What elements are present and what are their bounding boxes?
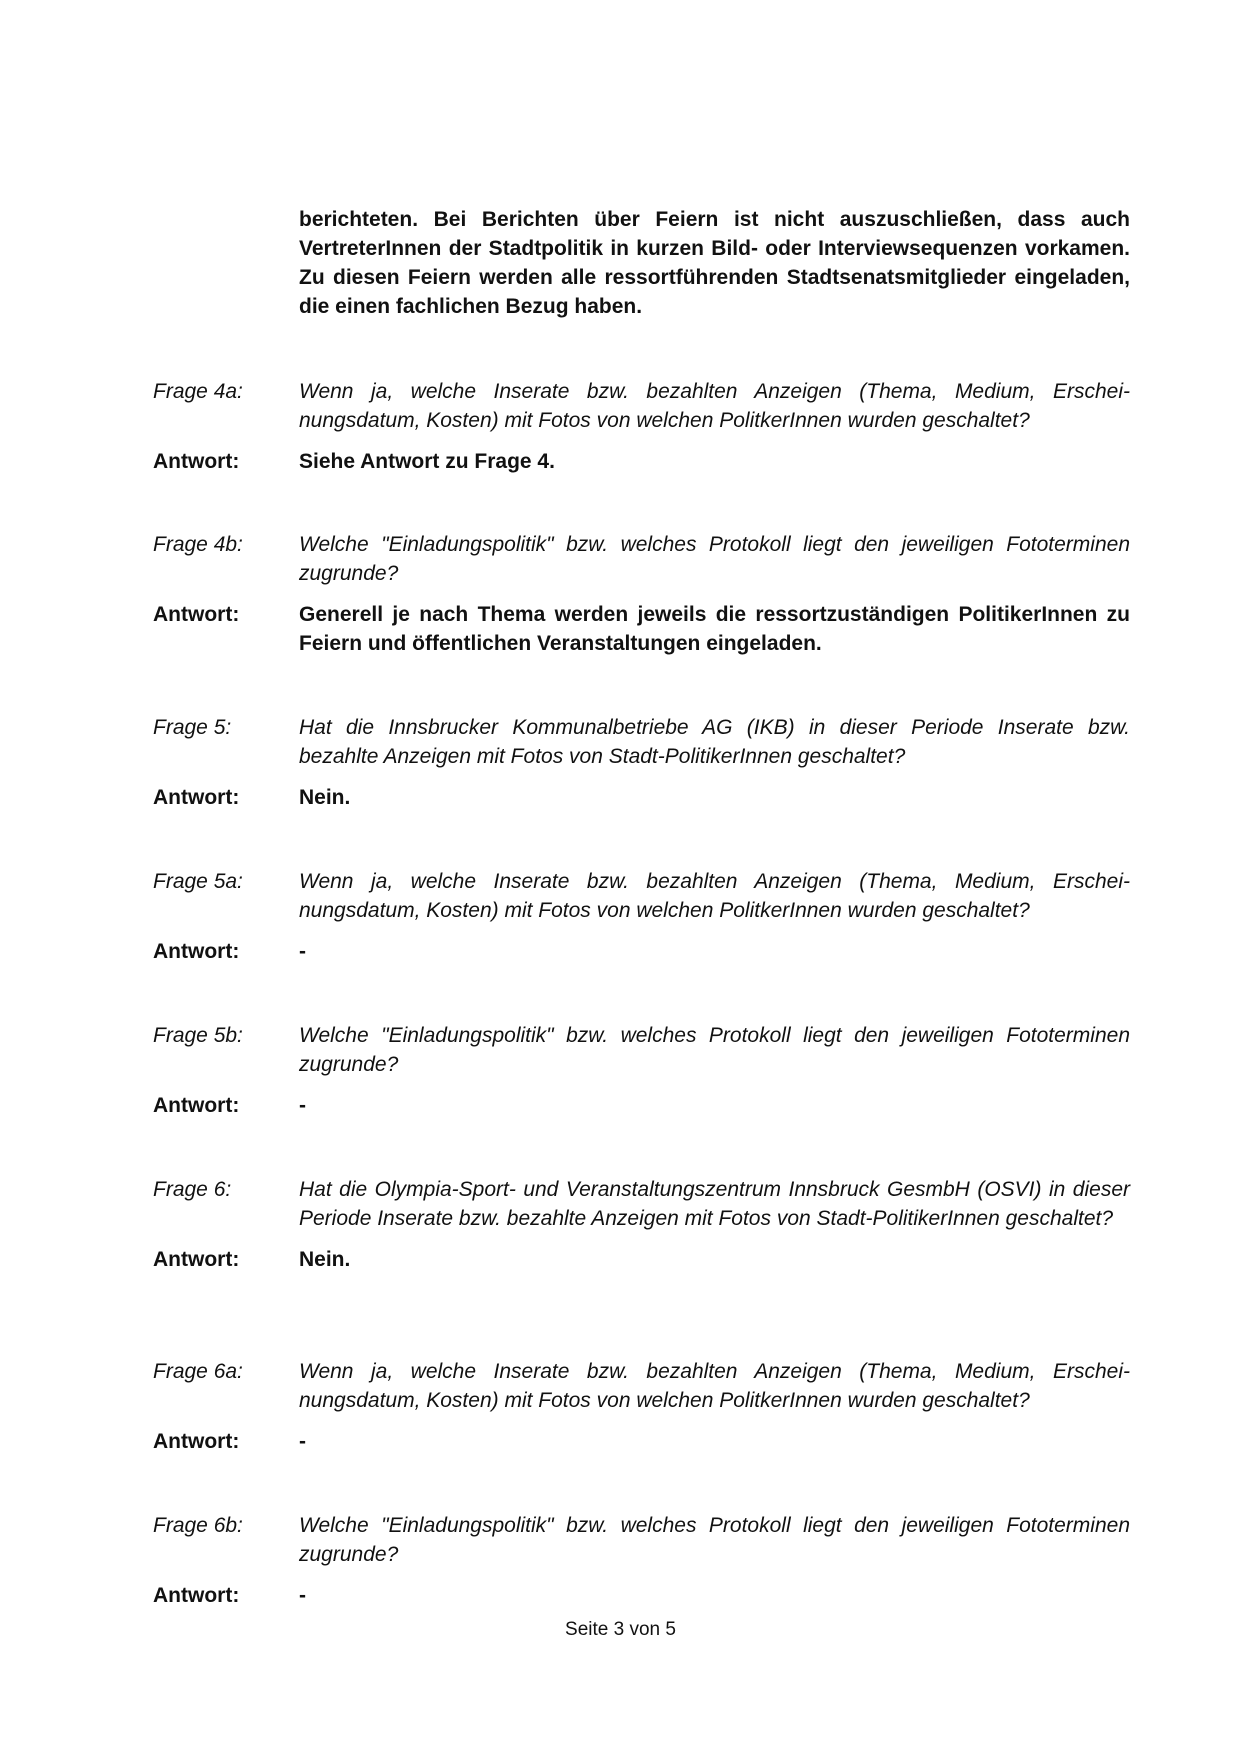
question-text: Hat die Olympia-Sport- und Veranstaltungszentrum Innsbruck GesmbH (OSVI) in dieser Periode Inserate bzw. bezahlte Anzeigen mit Fotos von Stadt-PolitikerInnen geschaltet? xyxy=(299,1178,1130,1230)
answer-text: - xyxy=(299,1584,306,1607)
question-label: Frage 6a: xyxy=(153,1360,243,1383)
answer-label: Antwort: xyxy=(153,1094,240,1117)
answer-text: Generell je nach Thema werden jeweils die ressortzuständigen PolitikerInnen zu Feiern und öffentlichen Veranstaltungen eingeladen. xyxy=(299,603,1130,655)
answer-row xyxy=(0,783,1241,812)
question-row xyxy=(0,1021,1241,1079)
qa-block-5 xyxy=(0,713,1241,812)
answer-label: Antwort: xyxy=(153,1430,240,1453)
answer-text: - xyxy=(299,940,306,963)
question-row xyxy=(0,1511,1241,1569)
answer-text: Nein. xyxy=(299,1248,351,1271)
question-text: Wenn ja, welche Inserate bzw. bezahlten Anzeigen (Thema, Medium, Erscheinungsdatum, Kosten) mit Fotos von welchen PolitkerInnen wurden geschaltet? xyxy=(299,380,1130,432)
question-row xyxy=(0,1175,1241,1233)
question-label: Frage 4a: xyxy=(153,380,243,403)
answer-row xyxy=(0,1245,1241,1274)
answer-text: Siehe Antwort zu Frage 4. xyxy=(299,450,555,473)
question-label: Frage 5a: xyxy=(153,870,243,893)
answer-label: Antwort: xyxy=(153,786,240,809)
answer-label: Antwort: xyxy=(153,1584,240,1607)
question-row xyxy=(0,530,1241,588)
page-number-footer: Seite 3 von 5 xyxy=(565,1619,676,1640)
qa-block-5b xyxy=(0,1021,1241,1120)
question-text: Welche "Einladungspolitik" bzw. welches Protokoll liegt den jeweiligen Fototerminen zugrunde? xyxy=(299,1514,1130,1566)
question-row xyxy=(0,1357,1241,1415)
question-label: Frage 4b: xyxy=(153,533,243,556)
answer-text: - xyxy=(299,1094,306,1117)
question-label: Frage 6: xyxy=(153,1178,232,1201)
answer-text: - xyxy=(299,1430,306,1453)
question-row xyxy=(0,377,1241,435)
qa-block-6b xyxy=(0,1511,1241,1610)
question-text: Hat die Innsbrucker Kommunalbetriebe AG (IKB) in dieser Periode Inserate bzw. bezahlte Anzeigen mit Fotos von Stadt-PolitikerInnen geschaltet? xyxy=(299,716,1130,768)
question-text: Wenn ja, welche Inserate bzw. bezahlten Anzeigen (Thema, Medium, Erscheinungsdatum, Kosten) mit Fotos von welchen PolitkerInnen wurden geschaltet? xyxy=(299,870,1130,922)
answer-text: Nein. xyxy=(299,786,351,809)
question-label: Frage 5b: xyxy=(153,1024,243,1047)
answer-row xyxy=(0,447,1241,476)
question-text: Wenn ja, welche Inserate bzw. bezahlten Anzeigen (Thema, Medium, Erscheinungsdatum, Kosten) mit Fotos von welchen PolitkerInnen wurden geschaltet? xyxy=(299,1360,1130,1412)
answer-label: Antwort: xyxy=(153,450,240,473)
answer-row xyxy=(0,600,1241,658)
intro-paragraph: berichteten. Bei Berichten über Feiern ist nicht auszuschließen, dass auch VertreterInnen der Stadtpolitik in kurzen Bild- oder Interviewsequenzen vorkamen. Zu diesen Feiern werden alle ressortführenden Stadtsenatsmitglieder eingeladen, die einen fachlichen Bezug haben. xyxy=(299,208,1130,318)
answer-row xyxy=(0,1581,1241,1610)
qa-block-4b xyxy=(0,530,1241,658)
qa-block-4a xyxy=(0,377,1241,476)
qa-block-6a xyxy=(0,1357,1241,1456)
qa-block-5a xyxy=(0,867,1241,966)
question-row xyxy=(0,713,1241,771)
answer-row xyxy=(0,1427,1241,1456)
question-label: Frage 5: xyxy=(153,716,232,739)
question-label: Frage 6b: xyxy=(153,1514,243,1537)
answer-row xyxy=(0,1091,1241,1120)
answer-label: Antwort: xyxy=(153,1248,240,1271)
qa-block-6 xyxy=(0,1175,1241,1274)
answer-row xyxy=(0,937,1241,966)
answer-label: Antwort: xyxy=(153,603,240,626)
question-row xyxy=(0,867,1241,925)
answer-label: Antwort: xyxy=(153,940,240,963)
question-text: Welche "Einladungspolitik" bzw. welches Protokoll liegt den jeweiligen Fototerminen zugrunde? xyxy=(299,1024,1130,1076)
question-text: Welche "Einladungspolitik" bzw. welches Protokoll liegt den jeweiligen Fototerminen zugrunde? xyxy=(299,533,1130,585)
